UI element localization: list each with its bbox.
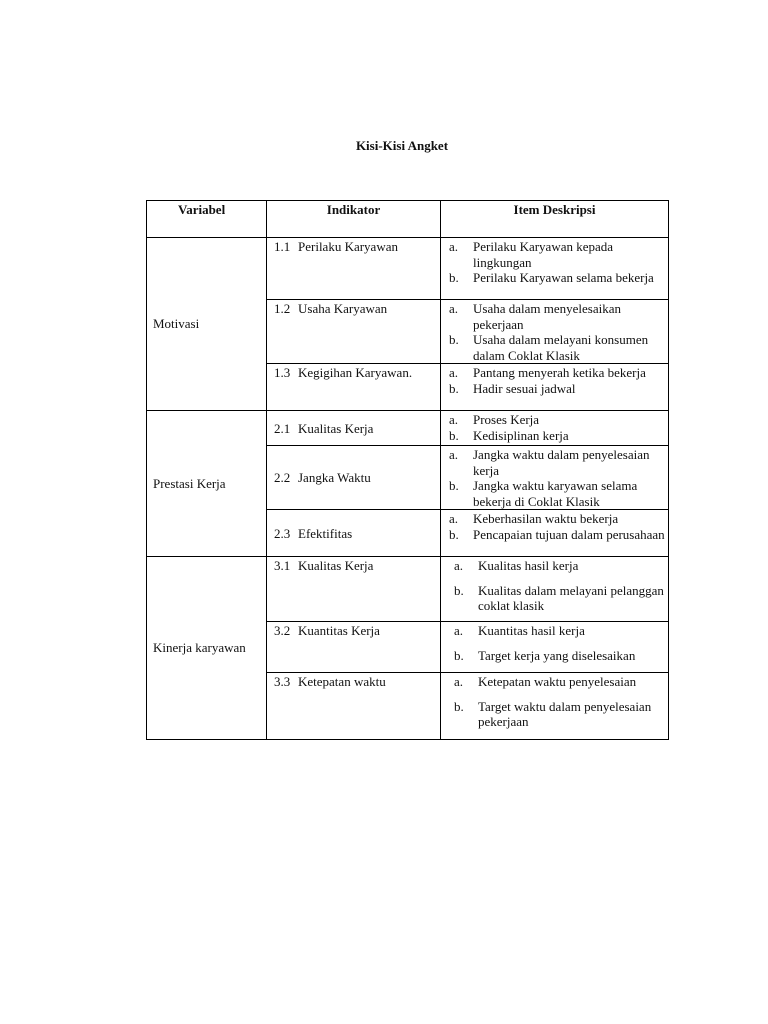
list-marker: b. bbox=[449, 478, 459, 493]
list-item-text: Jangka waktu karyawan selama bekerja di Coklat Klasik bbox=[473, 478, 638, 509]
indikator-cell bbox=[267, 238, 441, 300]
indikator-label: Kualitas Kerja bbox=[298, 558, 374, 573]
list-item-text: Perilaku Karyawan selama bekerja bbox=[473, 270, 654, 285]
kisi-kisi-table bbox=[146, 200, 669, 740]
list-marker: b. bbox=[454, 698, 464, 714]
list-item-text: Hadir sesuai jadwal bbox=[473, 380, 576, 396]
list-item-text: Kuantitas hasil kerja bbox=[478, 623, 585, 638]
list-item bbox=[449, 648, 668, 664]
list-item bbox=[449, 239, 668, 270]
list-marker: a. bbox=[449, 447, 459, 462]
item-deskripsi-cell bbox=[441, 364, 669, 411]
table-header-row bbox=[147, 201, 669, 238]
list-marker: a. bbox=[449, 365, 459, 380]
list-marker: b. bbox=[454, 647, 464, 663]
indikator-cell bbox=[267, 622, 441, 673]
variabel-cell-motivasi: Motivasi bbox=[147, 238, 267, 411]
list-item bbox=[449, 365, 668, 381]
indikator-label: Perilaku Karyawan bbox=[298, 239, 398, 254]
list-item-text: Kualitas dalam melayani pelanggan coklat klasik bbox=[478, 582, 664, 613]
indikator-label: Kegigihan Karyawan. bbox=[298, 365, 413, 380]
item-deskripsi-cell bbox=[441, 622, 669, 673]
header-indikator: Indikator bbox=[267, 201, 441, 238]
list-marker: a. bbox=[454, 623, 464, 638]
item-deskripsi-cell bbox=[441, 557, 669, 622]
list-marker: a. bbox=[449, 301, 459, 316]
list-marker: b. bbox=[449, 332, 459, 347]
indikator-cell bbox=[267, 673, 441, 740]
list-item bbox=[449, 583, 668, 614]
list-item bbox=[449, 699, 668, 730]
indikator-label: Jangka Waktu bbox=[298, 470, 371, 485]
item-deskripsi-cell bbox=[441, 510, 669, 557]
indikator-label: Usaha Karyawan bbox=[298, 301, 388, 316]
indikator-number: 2.2 bbox=[274, 470, 291, 485]
list-item-text: Usaha dalam menyelesaikan pekerjaan bbox=[473, 301, 621, 332]
list-marker: b. bbox=[454, 582, 464, 598]
indikator-label: Kualitas Kerja bbox=[298, 420, 374, 436]
list-marker: b. bbox=[449, 380, 459, 396]
header-item-deskripsi: Item Deskripsi bbox=[441, 201, 669, 238]
list-item bbox=[449, 623, 668, 639]
indikator-number: 3.1 bbox=[274, 558, 291, 573]
variabel-cell-prestasi-kerja: Prestasi Kerja bbox=[147, 411, 267, 557]
list-item-text: Jangka waktu dalam penyelesaian kerja bbox=[473, 447, 650, 478]
list-item bbox=[449, 511, 668, 527]
list-marker: a. bbox=[449, 412, 459, 427]
indikator-cell bbox=[267, 446, 441, 510]
indikator-label: Efektifitas bbox=[298, 525, 353, 541]
indikator-cell bbox=[267, 300, 441, 364]
list-item-text: Perilaku Karyawan kepada lingkungan bbox=[473, 239, 614, 270]
table-row bbox=[147, 557, 669, 622]
indikator-label: Kuantitas Kerja bbox=[298, 623, 380, 638]
variabel-cell-kinerja-karyawan: Kinerja karyawan bbox=[147, 557, 267, 740]
list-item-text: Usaha dalam melayani konsumen dalam Coklat Klasik bbox=[473, 332, 649, 363]
list-item bbox=[449, 332, 668, 363]
item-deskripsi-cell bbox=[441, 446, 669, 510]
list-item bbox=[449, 558, 668, 574]
indikator-cell bbox=[267, 411, 441, 446]
list-item bbox=[449, 412, 668, 428]
list-item bbox=[449, 301, 668, 332]
indikator-number: 1.1 bbox=[274, 239, 291, 254]
list-item-text: Pencapaian tujuan dalam perusahaan bbox=[473, 526, 665, 542]
indikator-number: 2.1 bbox=[274, 420, 291, 436]
list-item bbox=[449, 447, 668, 478]
header-variabel: Variabel bbox=[147, 201, 267, 238]
list-item bbox=[449, 674, 668, 690]
table-row bbox=[147, 238, 669, 300]
indikator-number: 3.3 bbox=[274, 674, 291, 689]
list-item bbox=[449, 381, 668, 397]
list-item-text: Kedisiplinan kerja bbox=[473, 427, 569, 443]
item-deskripsi-cell bbox=[441, 300, 669, 364]
indikator-label: Ketepatan waktu bbox=[298, 674, 386, 689]
list-item-text: Pantang menyerah ketika bekerja bbox=[473, 365, 646, 380]
document-title: Kisi-Kisi Angket bbox=[355, 138, 449, 153]
list-item bbox=[449, 428, 668, 444]
indikator-cell bbox=[267, 510, 441, 557]
list-marker: a. bbox=[449, 239, 459, 254]
list-item-text: Ketepatan waktu penyelesaian bbox=[478, 674, 637, 689]
list-item-text: Proses Kerja bbox=[473, 412, 540, 427]
item-deskripsi-cell bbox=[441, 411, 669, 446]
list-item bbox=[449, 527, 668, 543]
list-marker: a. bbox=[454, 558, 464, 573]
list-marker: a. bbox=[449, 511, 459, 526]
item-deskripsi-cell bbox=[441, 673, 669, 740]
list-item-text: Target kerja yang diselesaikan bbox=[478, 647, 636, 663]
indikator-number: 1.3 bbox=[274, 365, 291, 380]
indikator-cell bbox=[267, 364, 441, 411]
list-item-text: Kualitas hasil kerja bbox=[478, 558, 579, 573]
indikator-number: 2.3 bbox=[274, 525, 291, 541]
list-item-text: Target waktu dalam penyelesaian pekerjaan bbox=[478, 698, 652, 729]
table-row bbox=[147, 411, 669, 446]
list-marker: a. bbox=[454, 674, 464, 689]
indikator-number: 3.2 bbox=[274, 623, 291, 638]
indikator-number: 1.2 bbox=[274, 301, 291, 316]
list-marker: b. bbox=[449, 427, 459, 443]
list-item bbox=[449, 478, 668, 509]
list-item-text: Keberhasilan waktu bekerja bbox=[473, 511, 619, 526]
list-item bbox=[449, 270, 668, 286]
indikator-cell bbox=[267, 557, 441, 622]
list-marker: b. bbox=[449, 270, 459, 285]
item-deskripsi-cell bbox=[441, 238, 669, 300]
list-marker: b. bbox=[449, 526, 459, 542]
